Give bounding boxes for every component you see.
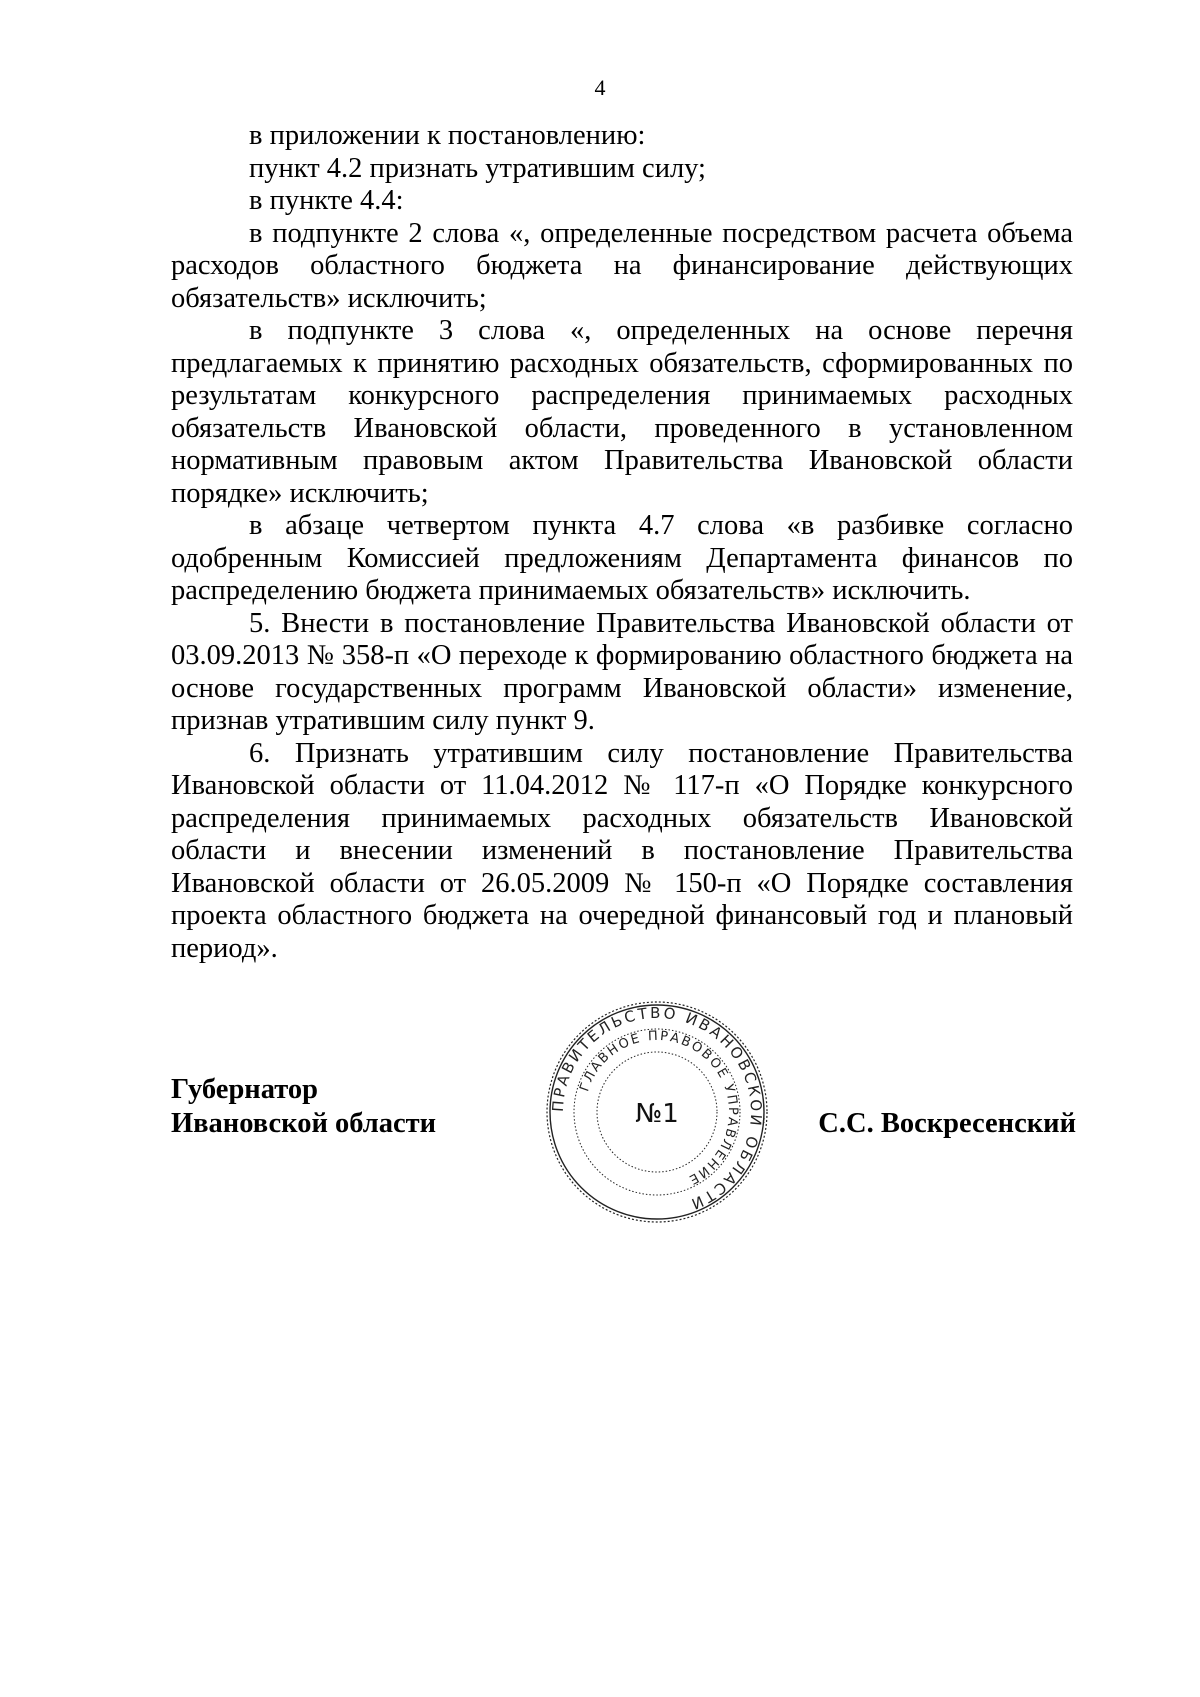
paragraph: в пункте 4.4: [249,185,404,216]
paragraph: пункт 4.2 признать утратившим силу; [249,152,706,184]
paragraph: 5. Внести в постановление Правительства Ивановской области от 03.09.2013 № 358-п «О переходе к формированию областного бюджета на основе государственных программ Ивановской области» изменение, признав утратившим силу пункт 9. [171,607,1073,736]
stamp-inner-text: ГЛАВНОЕ ПРАВОВОЕ УПРАВЛЕНИЕ [577,1028,741,1188]
signer-position-line2: Ивановской области [171,1108,437,1139]
paragraph: в подпункте 3 слова «, определенных на основе перечня предлагаемых к принятию расходных обязательств, сформированных по результатам конкурсного распределения принимаемых расходных обязательств Ивановской области, проведенного в установленном нормативным правовым актом Правительства Ивановской области порядке» исключить; [171,315,1073,509]
signature-block [171,1003,1076,1223]
paragraph: в приложении к постановлению: [249,120,646,151]
signer-name: С.С. Воскресенский [818,1108,1076,1139]
stamp-outer-text: ПРАВИТЕЛЬСТВО ИВАНОВСКОЙ ОБЛАСТИ [548,1003,766,1214]
stamp-number: №1 [635,1099,679,1129]
signer-position-line1: Губернатор [171,1074,318,1105]
paragraph: 6. Признать утратившим силу постановление Правительства Ивановской области от 11.04.2012 № 117-п «О Порядке конкурсного распределения принимаемых расходных обязательств Ивановской области и внесении изменений в постановление Правительства Ивановской области от 26.05.2009 № 150-п «О Порядке составления проекта областного бюджета на очередной финансовый год и плановый период». [171,737,1073,964]
paragraph: в подпункте 2 слова «, определенные посредством расчета объема расходов областного бюджета на финансирование действующих обязательств» исключить; [171,217,1073,314]
official-stamp [542,997,772,1227]
page-number: 4 [594,75,606,100]
paragraph: в абзаце четвертом пункта 4.7 слова «в разбивке согласно одобренным Комиссией предложениям Департамента финансов по распределению бюджета принимаемых обязательств» исключить. [171,510,1073,606]
signer-position [171,1073,436,1141]
document-body [171,120,1073,965]
